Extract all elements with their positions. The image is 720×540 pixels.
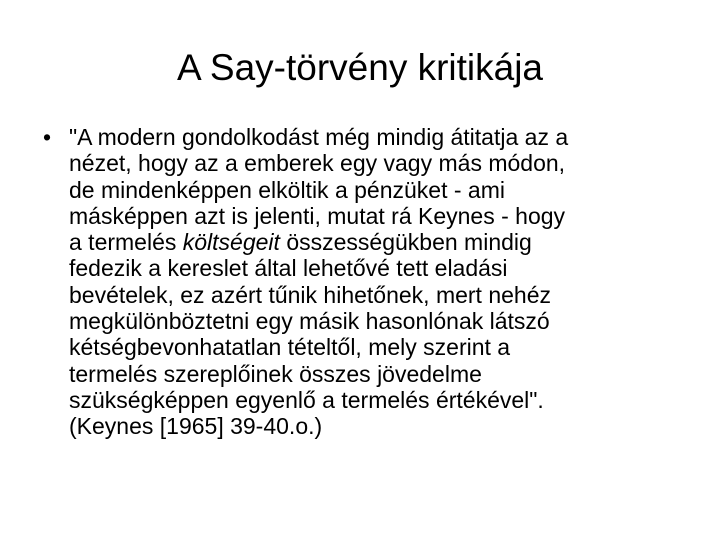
quote-line-10: termelés szereplőinek összes jövedelme [69, 360, 482, 387]
quote-line-11: szükségképpen egyenlő a termelés értékével". [69, 386, 544, 413]
bullet-item-quote [43, 124, 693, 440]
quote-line-3: de mindenképpen elköltik a pénzüket - ami [69, 176, 505, 203]
quote-line-8: megkülönböztetni egy másik hasonlónak látszó [69, 308, 550, 335]
quote-line-6: fedezik a kereslet által lehetővé tett eladási [69, 255, 508, 282]
quote-line-1: "A modern gondolkodást még mindig átitatja az a [69, 124, 569, 150]
quote-line-5 [69, 229, 693, 255]
quote-line-4: másképpen azt is jelenti, mutat rá Keynes - hogy [69, 202, 566, 229]
quote-line-2: nézet, hogy az a emberek egy vagy más módon, [69, 150, 566, 177]
quote-line-9: kétségbevonhatatlan tételtől, mely szerint a [69, 334, 511, 361]
quote-line-7: bevételek, ez azért tűnik hihetőnek, mert nehéz [69, 281, 552, 308]
quote-citation: (Keynes [1965] 39-40.o.) [69, 413, 323, 440]
bullet-icon: • [43, 124, 52, 150]
slide-title: A Say-törvény kritikája [176, 47, 544, 88]
quote-line-5-before: a termelés [69, 229, 183, 256]
quote-line-5-emphasis: költségeit [182, 229, 280, 256]
quote-line-5-after: összességükben mindig [279, 229, 532, 256]
bullet-list [43, 124, 693, 440]
